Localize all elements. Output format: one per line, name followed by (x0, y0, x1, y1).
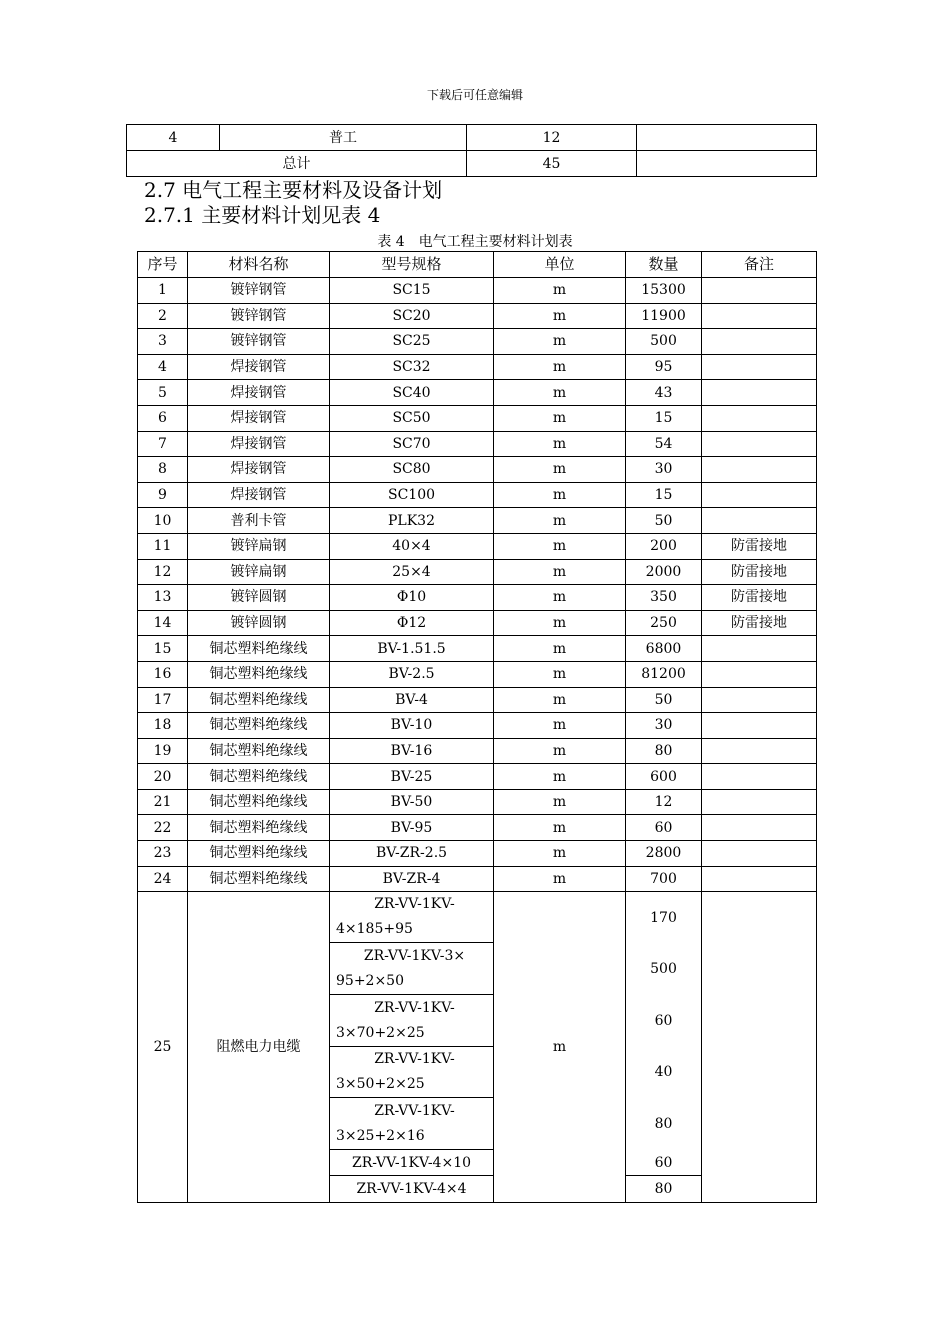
spec: PLK32 (330, 508, 494, 534)
material-name: 铜芯塑料绝缘线 (188, 789, 330, 815)
unit: m (494, 482, 626, 508)
row-no: 20 (138, 764, 188, 790)
quantity: 250 (626, 610, 702, 636)
table-row-total (127, 151, 817, 177)
spec: 25×4 (330, 559, 494, 585)
material-name: 镀锌扁钢 (188, 559, 330, 585)
table-row (138, 866, 817, 892)
spec-line: ZR-VV-1KV-3× (363, 947, 466, 964)
remark (702, 789, 817, 815)
table-row (138, 610, 817, 636)
quantity: 350 (626, 585, 702, 611)
spec: SC80 (330, 457, 494, 483)
row-no: 17 (138, 687, 188, 713)
unit: m (494, 764, 626, 790)
quantity: 80 (626, 1176, 702, 1203)
spec-line: ZR-VV-1KV- (374, 1102, 455, 1119)
material-name: 镀锌钢管 (188, 278, 330, 304)
remark (702, 508, 817, 534)
remark: 防雷接地 (702, 559, 817, 585)
header-note: 下载后可任意编辑 (426, 88, 523, 102)
table-header-row (138, 252, 817, 278)
remark (702, 687, 817, 713)
material-name: 铜芯塑料绝缘线 (188, 713, 330, 739)
section-heading: 2.7 电气工程主要材料及设备计划 (144, 178, 443, 202)
unit: m (494, 457, 626, 483)
remark (702, 764, 817, 790)
remark (702, 661, 817, 687)
row-no: 9 (138, 482, 188, 508)
materials-table (137, 251, 817, 1203)
table-row (138, 457, 817, 483)
spec-line: 95+2×50 (336, 972, 404, 989)
spec-line: ZR-VV-1KV- (374, 896, 455, 913)
quantity: 2000 (626, 559, 702, 585)
remark (702, 738, 817, 764)
spec (330, 892, 494, 943)
labor-count: 12 (467, 125, 637, 151)
row-no: 1 (138, 278, 188, 304)
row-no: 4 (138, 354, 188, 380)
quantity: 95 (626, 354, 702, 380)
material-name: 铜芯塑料绝缘线 (188, 815, 330, 841)
material-name: 阻燃电力电缆 (188, 892, 330, 1203)
spec-line: 3×50+2×25 (336, 1076, 425, 1093)
unit: m (494, 559, 626, 585)
unit: m (494, 533, 626, 559)
remark: 防雷接地 (702, 585, 817, 611)
unit: m (494, 892, 626, 1203)
table-row (138, 405, 817, 431)
spec: SC20 (330, 303, 494, 329)
unit: m (494, 866, 626, 892)
quantity: 15 (626, 482, 702, 508)
table-row (138, 354, 817, 380)
unit: m (494, 636, 626, 662)
spec: ZR-VV-1KV-4×10 (330, 1150, 494, 1176)
quantity: 80 (626, 1098, 702, 1150)
total-remark (637, 151, 817, 177)
spec-line: ZR-VV-1KV- (374, 1051, 455, 1068)
unit: m (494, 661, 626, 687)
spec: SC32 (330, 354, 494, 380)
spec: SC100 (330, 482, 494, 508)
material-name: 焊接钢管 (188, 457, 330, 483)
row-no: 23 (138, 841, 188, 867)
spec: SC70 (330, 431, 494, 457)
unit: m (494, 380, 626, 406)
quantity: 500 (626, 943, 702, 995)
labor-remark (637, 125, 817, 151)
table-row (138, 661, 817, 687)
quantity: 12 (626, 789, 702, 815)
header-cell: 数量 (626, 252, 702, 278)
spec: SC40 (330, 380, 494, 406)
table-row (138, 431, 817, 457)
table-row (138, 278, 817, 304)
remark (702, 380, 817, 406)
unit: m (494, 789, 626, 815)
table-row (138, 508, 817, 534)
labor-no: 4 (127, 125, 220, 151)
unit: m (494, 405, 626, 431)
spec: BV-95 (330, 815, 494, 841)
remark (702, 482, 817, 508)
remark (702, 431, 817, 457)
header-cell: 材料名称 (188, 252, 330, 278)
quantity: 500 (626, 329, 702, 355)
spec: BV-ZR-4 (330, 866, 494, 892)
quantity: 170 (626, 892, 702, 943)
unit: m (494, 354, 626, 380)
remark: 防雷接地 (702, 610, 817, 636)
spec (330, 1047, 494, 1098)
spec-line: 3×25+2×16 (336, 1127, 425, 1144)
unit: m (494, 303, 626, 329)
quantity: 30 (626, 713, 702, 739)
spec: BV-2.5 (330, 661, 494, 687)
spec: BV-25 (330, 764, 494, 790)
row-no: 5 (138, 380, 188, 406)
row-no: 13 (138, 585, 188, 611)
material-name: 镀锌圆钢 (188, 585, 330, 611)
row-no: 14 (138, 610, 188, 636)
row-no: 3 (138, 329, 188, 355)
remark (702, 405, 817, 431)
quantity: 15 (626, 405, 702, 431)
quantity: 60 (626, 995, 702, 1047)
row-no: 10 (138, 508, 188, 534)
remark (702, 866, 817, 892)
material-name: 铜芯塑料绝缘线 (188, 738, 330, 764)
quantity: 50 (626, 687, 702, 713)
spec: SC15 (330, 278, 494, 304)
spec: SC25 (330, 329, 494, 355)
table-row (138, 789, 817, 815)
table-row (138, 482, 817, 508)
row-no: 8 (138, 457, 188, 483)
spec-line: 3×70+2×25 (336, 1024, 425, 1041)
remark (702, 713, 817, 739)
table-row (138, 687, 817, 713)
spec: BV-4 (330, 687, 494, 713)
remark (702, 636, 817, 662)
table-row (138, 713, 817, 739)
table-row (138, 636, 817, 662)
quantity: 6800 (626, 636, 702, 662)
material-name: 铜芯塑料绝缘线 (188, 687, 330, 713)
material-name: 焊接钢管 (188, 354, 330, 380)
remark (702, 841, 817, 867)
material-name: 焊接钢管 (188, 482, 330, 508)
header-cell: 型号规格 (330, 252, 494, 278)
row-no: 7 (138, 431, 188, 457)
unit: m (494, 815, 626, 841)
unit: m (494, 610, 626, 636)
material-name: 镀锌圆钢 (188, 610, 330, 636)
table-row (138, 585, 817, 611)
material-name: 镀锌扁钢 (188, 533, 330, 559)
quantity: 43 (626, 380, 702, 406)
remark: 防雷接地 (702, 533, 817, 559)
row-no: 21 (138, 789, 188, 815)
header-cell: 单位 (494, 252, 626, 278)
spec: BV-1.51.5 (330, 636, 494, 662)
unit: m (494, 713, 626, 739)
table-row (138, 533, 817, 559)
spec (330, 1098, 494, 1150)
quantity: 40 (626, 1047, 702, 1098)
spec (330, 943, 494, 995)
unit: m (494, 841, 626, 867)
table-row (138, 738, 817, 764)
quantity: 700 (626, 866, 702, 892)
table-row (138, 303, 817, 329)
labor-name: 普工 (220, 125, 467, 151)
remark (702, 329, 817, 355)
material-name: 普利卡管 (188, 508, 330, 534)
unit: m (494, 738, 626, 764)
row-no: 19 (138, 738, 188, 764)
remark (702, 278, 817, 304)
labor-table (126, 124, 817, 177)
row-no: 22 (138, 815, 188, 841)
table-row (138, 380, 817, 406)
remark (702, 354, 817, 380)
unit: m (494, 278, 626, 304)
quantity: 54 (626, 431, 702, 457)
remark (702, 457, 817, 483)
quantity: 11900 (626, 303, 702, 329)
quantity: 30 (626, 457, 702, 483)
unit: m (494, 687, 626, 713)
unit: m (494, 508, 626, 534)
quantity: 60 (626, 1150, 702, 1176)
subsection-heading: 2.7.1 主要材料计划见表 4 (144, 203, 381, 227)
total-label: 总计 (127, 151, 467, 177)
table-row (138, 841, 817, 867)
row-no: 11 (138, 533, 188, 559)
quantity: 600 (626, 764, 702, 790)
total-count: 45 (467, 151, 637, 177)
table-caption: 表 4 电气工程主要材料计划表 (377, 234, 573, 250)
row-no: 15 (138, 636, 188, 662)
material-name: 焊接钢管 (188, 405, 330, 431)
remark (702, 303, 817, 329)
spec: 40×4 (330, 533, 494, 559)
header-cell: 序号 (138, 252, 188, 278)
material-name: 焊接钢管 (188, 431, 330, 457)
row-no: 6 (138, 405, 188, 431)
quantity: 60 (626, 815, 702, 841)
table-row (138, 764, 817, 790)
unit: m (494, 585, 626, 611)
row-no: 12 (138, 559, 188, 585)
remark (702, 815, 817, 841)
row-no: 16 (138, 661, 188, 687)
spec: BV-10 (330, 713, 494, 739)
quantity: 81200 (626, 661, 702, 687)
row-no: 24 (138, 866, 188, 892)
spec: BV-16 (330, 738, 494, 764)
remark (702, 892, 817, 1203)
row-no: 25 (138, 892, 188, 1203)
table-row (138, 329, 817, 355)
spec: Φ10 (330, 585, 494, 611)
material-name: 铜芯塑料绝缘线 (188, 841, 330, 867)
row-no: 2 (138, 303, 188, 329)
unit: m (494, 329, 626, 355)
material-name: 铜芯塑料绝缘线 (188, 636, 330, 662)
table-row (138, 892, 817, 943)
row-no: 18 (138, 713, 188, 739)
spec: BV-ZR-2.5 (330, 841, 494, 867)
material-name: 铜芯塑料绝缘线 (188, 764, 330, 790)
material-name: 铜芯塑料绝缘线 (188, 661, 330, 687)
quantity: 80 (626, 738, 702, 764)
material-name: 镀锌钢管 (188, 303, 330, 329)
material-name: 焊接钢管 (188, 380, 330, 406)
material-name: 镀锌钢管 (188, 329, 330, 355)
header-cell: 备注 (702, 252, 817, 278)
table-row (138, 559, 817, 585)
spec-line: 4×185+95 (336, 921, 413, 938)
quantity: 15300 (626, 278, 702, 304)
spec: Φ12 (330, 610, 494, 636)
material-name: 铜芯塑料绝缘线 (188, 866, 330, 892)
spec: SC50 (330, 405, 494, 431)
quantity: 2800 (626, 841, 702, 867)
spec (330, 995, 494, 1047)
spec-line: ZR-VV-1KV- (374, 999, 455, 1016)
spec: ZR-VV-1KV-4×4 (330, 1176, 494, 1203)
quantity: 200 (626, 533, 702, 559)
table-row (127, 125, 817, 151)
unit: m (494, 431, 626, 457)
spec: BV-50 (330, 789, 494, 815)
table-row (138, 815, 817, 841)
quantity: 50 (626, 508, 702, 534)
